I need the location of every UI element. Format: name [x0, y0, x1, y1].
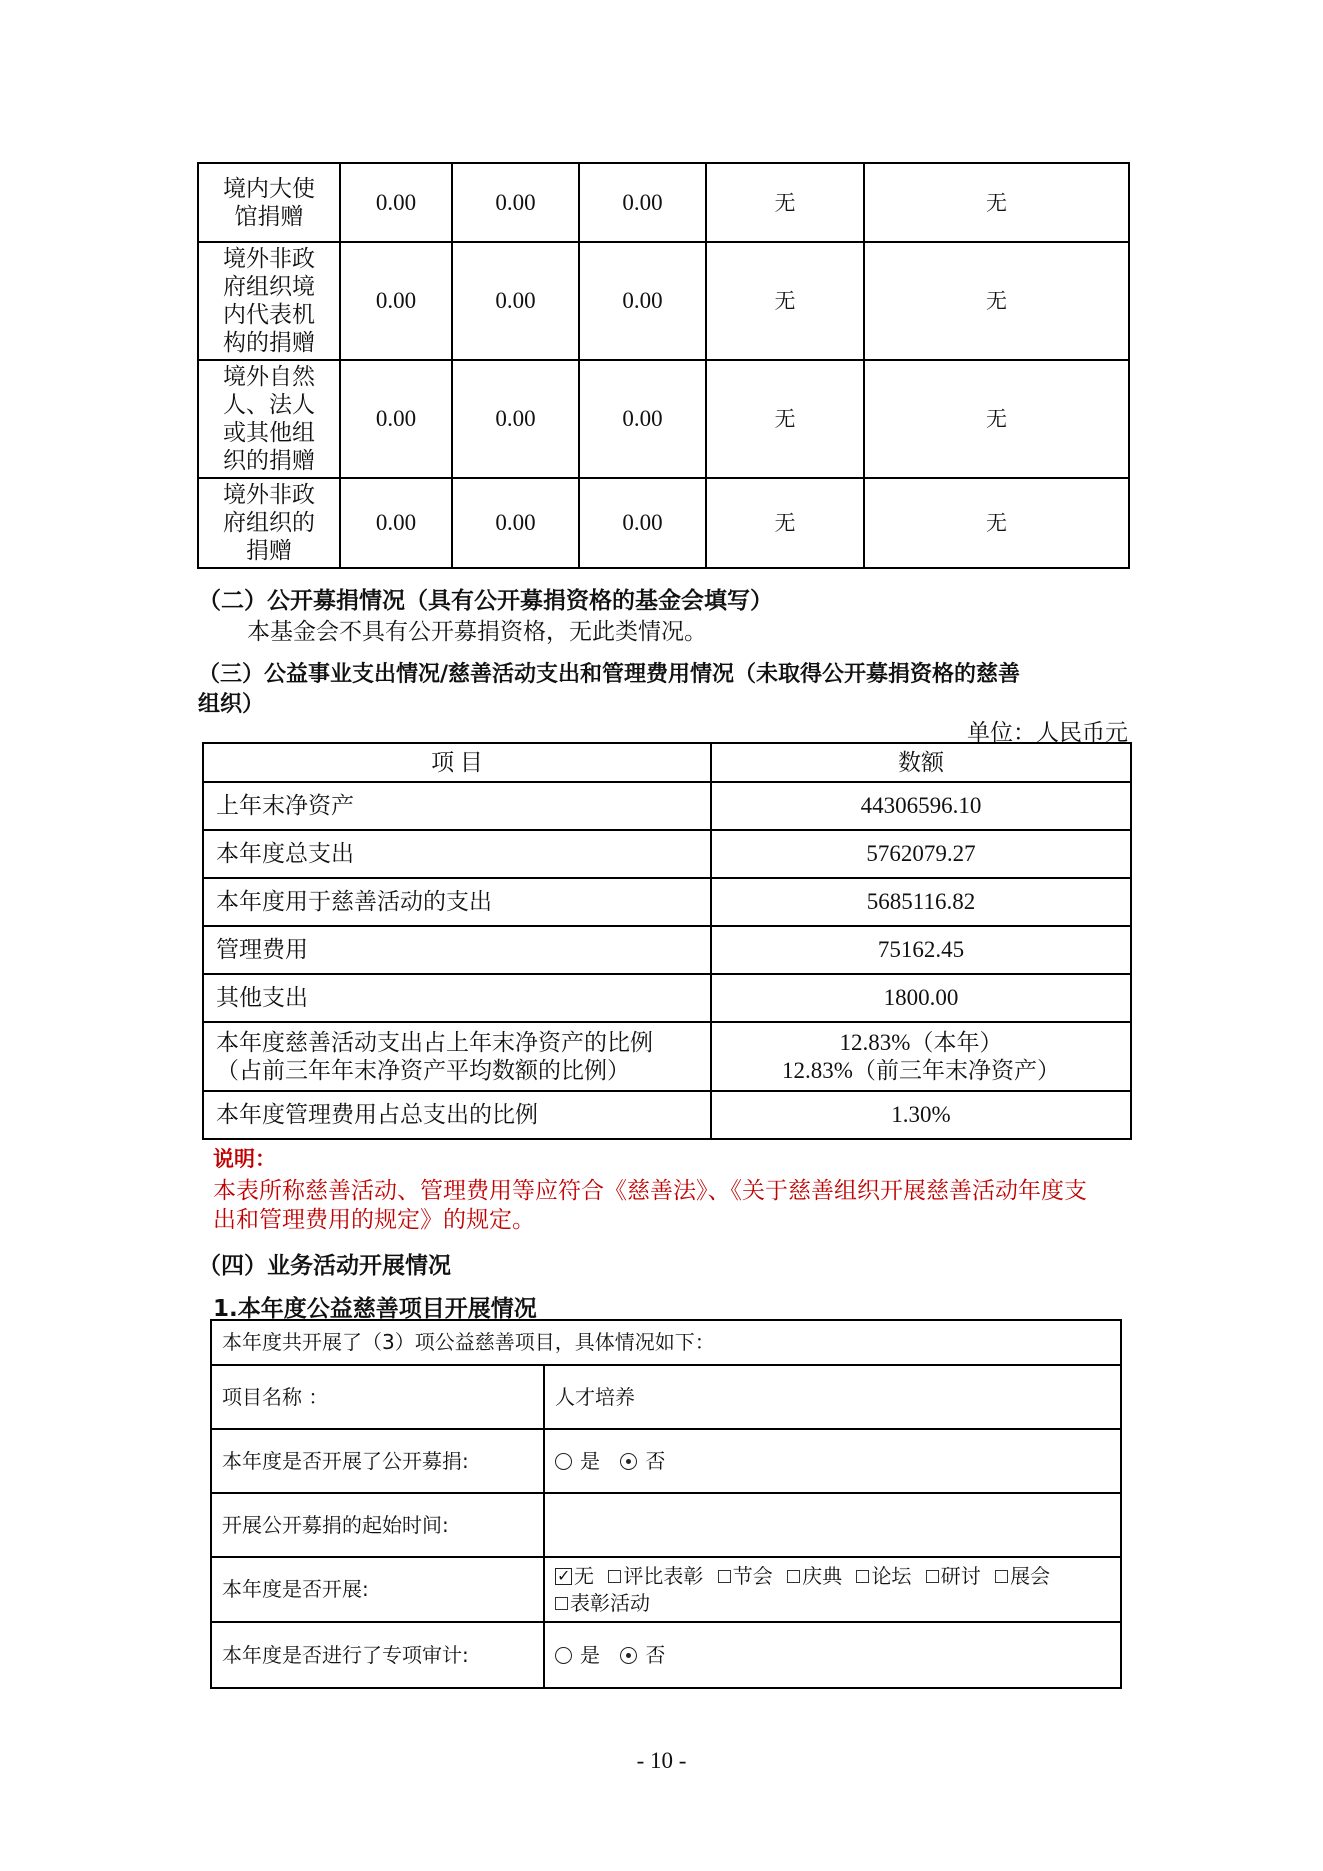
amount-cell: 1800.00: [711, 974, 1131, 1022]
amount-cell: 0.00: [452, 163, 579, 242]
donation-source-label: 境外非政府组织境内代表机构的捐赠: [198, 242, 340, 360]
project-table: [210, 1319, 1122, 1689]
table-row: [211, 1320, 1121, 1365]
section-body-public-fundraising: 本基金会不具有公开募捐资格，无此类情况。: [247, 619, 707, 644]
unit-label: 单位：人民币元: [967, 720, 1128, 745]
checkbox-none[interactable]: [555, 1568, 572, 1585]
project-name-label: 项目名称 ：: [211, 1365, 544, 1429]
amount-cell: 0.00: [579, 163, 706, 242]
text-cell: 无: [864, 242, 1129, 360]
donation-source-label: 境内大使馆捐赠: [198, 163, 340, 242]
foreign-donation-table: [197, 162, 1130, 569]
amount-cell: [711, 1022, 1131, 1091]
ratio-item-line1: 本年度慈善活动支出占上年末净资产的比例: [216, 1029, 653, 1055]
sub-heading-projects: 1.本年度公益慈善项目开展情况: [213, 1296, 537, 1322]
item-cell: 本年度总支出: [203, 830, 711, 878]
amount-cell: 0.00: [340, 163, 452, 242]
radio-yes[interactable]: [555, 1647, 572, 1664]
table-row: [203, 878, 1131, 926]
amount-cell: 0.00: [340, 242, 452, 360]
expenditure-table: [202, 742, 1132, 1140]
amount-cell: 0.00: [340, 478, 452, 568]
table-row: [211, 1429, 1121, 1493]
item-cell: 其他支出: [203, 974, 711, 1022]
start-time-label: 开展公开募捐的起始时间:: [211, 1493, 544, 1557]
note-text-line2: 出和管理费用的规定》的规定。: [213, 1207, 535, 1232]
text-cell: 无: [706, 163, 864, 242]
public-fundraising-label: 本年度是否开展了公开募捐:: [211, 1429, 544, 1493]
text-cell: 无: [706, 360, 864, 478]
table-row: [211, 1622, 1121, 1688]
amount-cell: 0.00: [452, 360, 579, 478]
amount-cell: 0.00: [579, 242, 706, 360]
item-cell: [203, 1022, 711, 1091]
ratio-item-line2: （占前三年年末净资产平均数额的比例）: [216, 1057, 630, 1083]
section-heading-public-fundraising: （二）公开募捐情况（具有公开募捐资格的基金会填写）: [198, 588, 773, 614]
project-name-value: 人才培养: [544, 1365, 1121, 1429]
table-row: [211, 1365, 1121, 1429]
checkbox-forum[interactable]: [856, 1570, 869, 1583]
checkbox-festival[interactable]: [718, 1570, 731, 1583]
activities-checkbox-group: ✓无 评比表彰 节会 庆典 论坛 研讨 展会 表彰活动: [544, 1557, 1121, 1622]
project-intro: 本年度共开展了（3）项公益慈善项目，具体情况如下：: [211, 1320, 1121, 1365]
public-fundraising-radio-group: 是 否: [544, 1429, 1121, 1493]
amount-cell: 75162.45: [711, 926, 1131, 974]
amount-cell: 5762079.27: [711, 830, 1131, 878]
amount-cell: 5685116.82: [711, 878, 1131, 926]
item-cell: 本年度用于慈善活动的支出: [203, 878, 711, 926]
amount-cell: 0.00: [579, 478, 706, 568]
table-row: [203, 782, 1131, 830]
checkbox-seminar[interactable]: [926, 1570, 939, 1583]
note-text-line1: 本表所称慈善活动、管理费用等应符合《慈善法》、《关于慈善组织开展慈善活动年度支: [213, 1178, 1087, 1203]
radio-yes[interactable]: [555, 1453, 572, 1470]
start-time-value: [544, 1493, 1121, 1557]
section-heading-expenditure: （三）公益事业支出情况/慈善活动支出和管理费用情况（未取得公开募捐资格的慈善: [198, 662, 1021, 687]
activities-label: 本年度是否开展:: [211, 1557, 544, 1622]
amount-cell: 0.00: [340, 360, 452, 478]
item-cell: 管理费用: [203, 926, 711, 974]
radio-no[interactable]: [620, 1647, 637, 1664]
checkbox-exhibition[interactable]: [995, 1570, 1008, 1583]
text-cell: 无: [864, 478, 1129, 568]
text-cell: 无: [706, 242, 864, 360]
audit-label: 本年度是否进行了专项审计:: [211, 1622, 544, 1688]
table-header-row: [203, 743, 1131, 782]
table-row: [203, 1022, 1131, 1091]
section-heading-expenditure-cont: 组织）: [198, 692, 265, 717]
column-header-item: 项 目: [203, 743, 711, 782]
donation-source-label: 境外非政府组织的捐赠: [198, 478, 340, 568]
amount-cell: 44306596.10: [711, 782, 1131, 830]
table-row: [203, 974, 1131, 1022]
table-row: [198, 242, 1129, 360]
column-header-amount: 数额: [711, 743, 1131, 782]
item-cell: 上年末净资产: [203, 782, 711, 830]
amount-cell: 1.30%: [711, 1091, 1131, 1139]
audit-radio-group: 是 否: [544, 1622, 1121, 1688]
table-row: [198, 478, 1129, 568]
ratio-amount-line1: 12.83%（本年）: [839, 1029, 1003, 1055]
donation-source-label: 境外自然人、法人或其他组织的捐赠: [198, 360, 340, 478]
checkbox-commendation[interactable]: [555, 1597, 568, 1610]
text-cell: 无: [864, 360, 1129, 478]
note-title: 说明：: [213, 1147, 276, 1171]
text-cell: 无: [706, 478, 864, 568]
checkbox-celebration[interactable]: [787, 1570, 800, 1583]
checkbox-awards[interactable]: [608, 1570, 621, 1583]
amount-cell: 0.00: [579, 360, 706, 478]
item-cell: 本年度管理费用占总支出的比例: [203, 1091, 711, 1139]
amount-cell: 0.00: [452, 242, 579, 360]
table-row: [203, 830, 1131, 878]
table-row: [198, 360, 1129, 478]
table-row: [203, 1091, 1131, 1139]
section-heading-activities: （四）业务活动开展情况: [198, 1253, 451, 1279]
amount-cell: 0.00: [452, 478, 579, 568]
table-row: [211, 1557, 1121, 1622]
table-row: [203, 926, 1131, 974]
radio-no[interactable]: [620, 1453, 637, 1470]
ratio-amount-line2: 12.83%（前三年末净资产）: [782, 1057, 1060, 1083]
text-cell: 无: [864, 163, 1129, 242]
table-row: [198, 163, 1129, 242]
page-number: - 10 -: [636, 1748, 687, 1773]
table-row: [211, 1493, 1121, 1557]
